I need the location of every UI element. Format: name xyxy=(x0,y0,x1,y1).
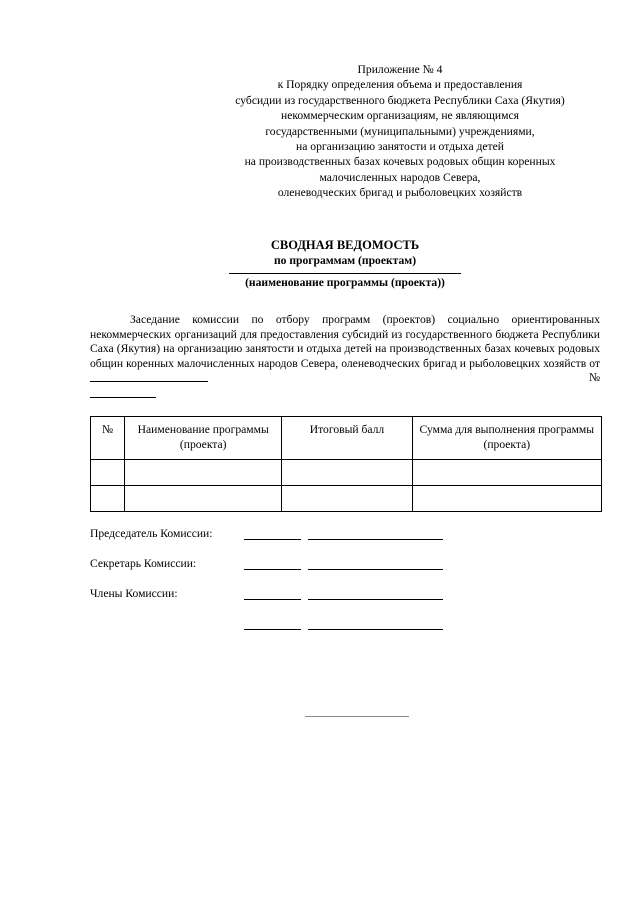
col-header-amount: Сумма для выполнения программы (проекта) xyxy=(412,417,601,460)
table-cell xyxy=(412,486,601,512)
date-blank-line xyxy=(90,371,208,382)
table-cell xyxy=(91,486,125,512)
footer-divider xyxy=(305,716,409,717)
table-cell xyxy=(412,460,601,486)
program-name-blank-line xyxy=(229,271,461,274)
table-cell xyxy=(91,460,125,486)
signature-line xyxy=(244,599,301,600)
name-line xyxy=(308,599,443,600)
secretary-label: Секретарь Комиссии: xyxy=(90,557,197,570)
appendix-line: некоммерческим организациям, не являющимся xyxy=(281,109,519,123)
name-line xyxy=(308,539,443,540)
signature-row-member-extra xyxy=(90,617,610,647)
document-subtitle: по программам (проектам) xyxy=(273,254,417,267)
summary-table xyxy=(90,416,602,512)
table-cell xyxy=(125,460,282,486)
appendix-line: малочисленных народов Севера, xyxy=(319,170,481,184)
signature-row-chairman xyxy=(90,527,610,557)
appendix-header xyxy=(200,62,600,201)
col-header-total-score: Итоговый балл xyxy=(282,417,412,460)
meeting-paragraph xyxy=(90,313,600,403)
signature-line xyxy=(244,569,301,570)
appendix-line: субсидии из государственного бюджета Республики Саха (Якутия) xyxy=(235,93,565,107)
table-cell xyxy=(125,486,282,512)
chairman-label: Председатель Комиссии: xyxy=(90,527,213,540)
col-header-number: № xyxy=(91,417,125,460)
meeting-text: Заседание комиссии по отбору программ (проектов) социально ориентированных некоммерческих организаций для предоставления субсидий из государственного бюджета Республики Саха (Якутия) на организацию занятости и отдыха детей на производственных базах кочевых родовых общин коренных малочисленных народов Севера, оленеводческих бригад и рыболовецких хозяйств от xyxy=(90,313,600,370)
appendix-line: оленеводческих бригад и рыболовецких хозяйств xyxy=(277,186,523,200)
number-sign: № xyxy=(588,371,600,385)
appendix-line: на организацию занятости и отдыха детей xyxy=(296,140,504,154)
col-header-program-name: Наименование программы (проекта) xyxy=(125,417,282,460)
program-name-caption: (наименование программы (проекта)) xyxy=(245,276,445,289)
members-label: Члены Комиссии: xyxy=(90,587,178,600)
number-blank-line xyxy=(90,387,156,398)
signature-row-secretary xyxy=(90,557,610,587)
signature-line xyxy=(244,539,301,540)
table-cell xyxy=(282,486,412,512)
signature-row-members xyxy=(90,587,610,617)
appendix-line: к Порядку определения объема и предоставления xyxy=(277,78,523,92)
appendix-line: на производственных базах кочевых родовых общин коренных xyxy=(244,155,556,169)
table-cell xyxy=(282,460,412,486)
document-title: СВОДНАЯ ВЕДОМОСТЬ xyxy=(270,238,420,252)
name-line xyxy=(308,629,443,630)
appendix-line: государственными (муниципальными) учреждениями, xyxy=(265,124,535,138)
table-header-row xyxy=(91,417,602,460)
signature-line xyxy=(244,629,301,630)
name-line xyxy=(308,569,443,570)
signatures-block xyxy=(90,527,610,647)
table-row xyxy=(91,460,602,486)
table-row xyxy=(91,486,602,512)
document-title-block xyxy=(90,238,600,290)
appendix-line: Приложение № 4 xyxy=(357,63,443,76)
